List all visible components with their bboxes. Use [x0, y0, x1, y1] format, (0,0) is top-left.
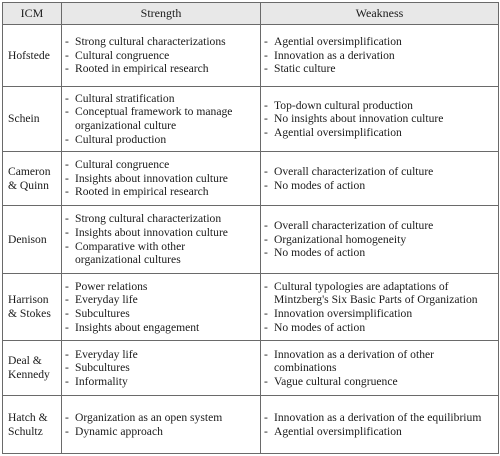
strength-item: - Cultural production	[65, 132, 167, 146]
strength-item: - Cultural congruence	[65, 158, 170, 172]
table-row	[3, 152, 499, 206]
weakness-cell	[261, 274, 499, 341]
table-row	[3, 206, 499, 274]
weakness-item: - Organizational homogeneity	[264, 232, 407, 246]
weakness-item: - Agential oversimplification	[264, 125, 402, 139]
strength-cell	[62, 341, 261, 396]
header-row	[3, 3, 499, 25]
strength-item: - Strong cultural characterization	[65, 212, 222, 226]
strength-item: - Comparative with other	[65, 239, 186, 253]
weakness-item-continuation: Mintzberg's Six Basic Parts of Organization	[274, 293, 478, 307]
icm-name: Harrison & Stokes	[3, 274, 62, 341]
strength-item: - Insights about engagement	[65, 320, 200, 334]
icm-name: Cameron & Quinn	[3, 152, 62, 206]
strength-item: - Subcultures	[65, 307, 130, 320]
table-row	[3, 87, 499, 152]
header-strength: Strength	[62, 3, 261, 25]
table-row	[3, 274, 499, 341]
strength-cell	[62, 87, 261, 152]
header-icm: ICM	[3, 3, 62, 25]
strength-cell	[62, 152, 261, 206]
strength-item: - Insights about innovation culture	[65, 171, 228, 185]
weakness-item: - Cultural typologies are adaptations of	[264, 279, 449, 293]
weakness-cell	[261, 87, 499, 152]
icm-name: Hatch & Schultz	[3, 396, 62, 454]
table-row	[3, 341, 499, 396]
strength-item: - Rooted in empirical research	[65, 62, 209, 76]
strength-item-continuation: organizational culture	[75, 119, 177, 132]
weakness-item: - Innovation oversimplification	[264, 307, 413, 320]
weakness-item: - No modes of action	[264, 246, 366, 260]
weakness-item: - Static culture	[264, 62, 336, 76]
weakness-item: - Vague cultural congruence	[264, 374, 398, 388]
weakness-cell	[261, 206, 499, 274]
strength-item: - Rooted in empirical research	[65, 185, 209, 199]
weakness-cell	[261, 152, 499, 206]
weakness-item: - Innovation as a derivation of the equilibrium	[264, 410, 482, 424]
weakness-item: - Innovation as a derivation	[264, 48, 395, 62]
weakness-item: - No modes of action	[264, 178, 366, 192]
strength-item: - Everyday life	[65, 347, 138, 361]
weakness-item: - No insights about innovation culture	[264, 112, 444, 126]
icm-comparison-table	[2, 2, 499, 454]
icm-name: Deal & Kennedy	[3, 341, 62, 396]
icm-name: Schein	[3, 87, 62, 152]
weakness-cell	[261, 25, 499, 87]
strength-cell	[62, 25, 261, 87]
strength-cell	[62, 206, 261, 274]
weakness-item: - Overall characterization of culture	[264, 219, 434, 233]
strength-item: - Conceptual framework to manage	[65, 105, 233, 119]
icm-name: Denison	[3, 206, 62, 274]
strength-item: - Strong cultural characterizations	[65, 35, 226, 49]
weakness-cell	[261, 396, 499, 454]
strength-item: - Subcultures	[65, 361, 130, 375]
icm-name: Hofstede	[3, 25, 62, 87]
strength-item: - Insights about innovation culture	[65, 225, 228, 239]
strength-item: - Power relations	[65, 279, 148, 293]
strength-item: - Informality	[65, 374, 128, 388]
strength-item: - Dynamic approach	[65, 424, 163, 438]
weakness-cell	[261, 341, 499, 396]
weakness-item-continuation: combinations	[274, 361, 337, 375]
weakness-item: - Agential oversimplification	[264, 35, 402, 49]
strength-item: - Organization as an open system	[65, 410, 223, 424]
table-row	[3, 25, 499, 87]
strength-cell	[62, 274, 261, 341]
weakness-item: - No modes of action	[264, 320, 366, 334]
strength-item: - Cultural stratification	[65, 91, 175, 105]
strength-item: - Cultural congruence	[65, 48, 170, 62]
weakness-item: - Overall characterization of culture	[264, 164, 434, 178]
table-row	[3, 396, 499, 454]
strength-item-continuation: organizational cultures	[75, 253, 181, 267]
header-weakness: Weakness	[261, 3, 499, 25]
weakness-item: - Innovation as a derivation of other	[264, 347, 435, 361]
weakness-item: - Top-down cultural production	[264, 98, 413, 112]
weakness-item: - Agential oversimplification	[264, 424, 402, 438]
strength-item: - Everyday life	[65, 293, 138, 307]
strength-cell	[62, 396, 261, 454]
